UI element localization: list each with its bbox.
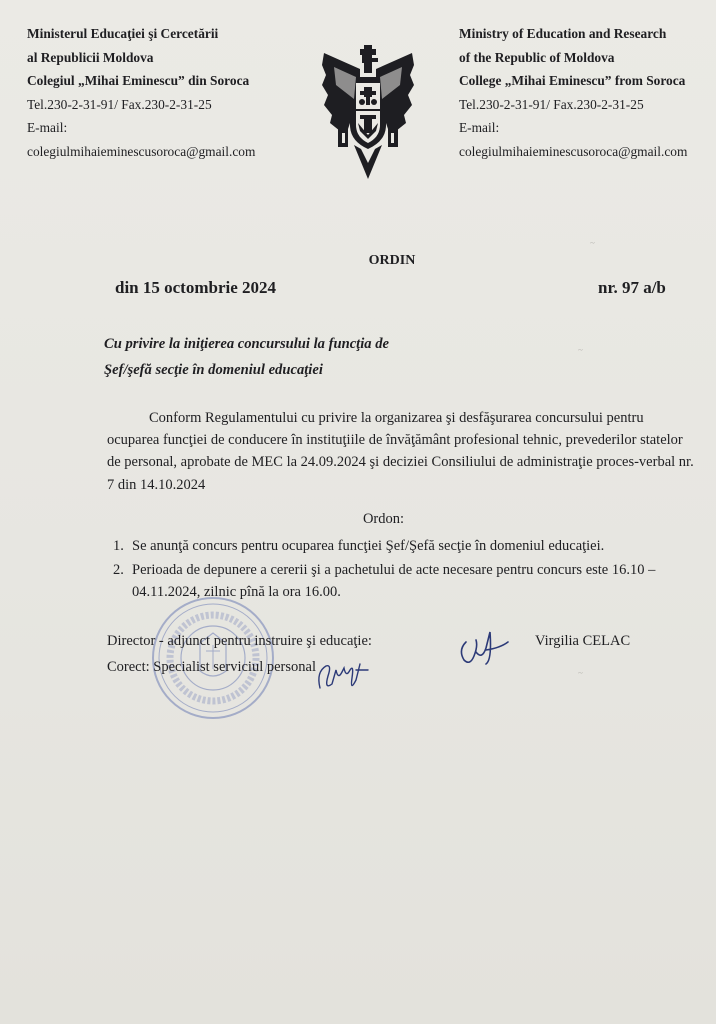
order-subject [104,331,389,383]
email-ro: colegiulmihaieminescusoroca@gmail.com [27,143,256,159]
paper-mark: ~ [590,238,595,248]
moldova-coat-of-arms-icon [320,45,416,180]
phone-en: Tel.230-2-31-91/ Fax.230-2-31-25 [459,96,644,112]
paper-mark: ~ [578,345,583,355]
email-en: colegiulmihaieminescusoroca@gmail.com [459,143,688,159]
specialist-signature-icon [312,650,382,698]
item-number: 2. [113,561,124,578]
ordon-label: Ordon: [362,511,405,527]
order-number: nr. 97 a/b [598,278,666,297]
ministry-name-ro: Ministerul Educaţiei şi Cercetării [27,26,219,41]
ministry-name-en: Ministry of Education and Research [459,26,667,41]
item-text: Se anunţă concurs pentru ocuparea funcţiei Şef/Şefă secţie în domeniul educaţiei. [132,538,605,554]
subject-line-2: Şef/şefă secţie în domeniul educaţiei [104,362,323,378]
order-body [107,407,697,496]
director-signature-icon [456,620,526,670]
corect-label: Corect: Specialist serviciul personal [107,659,316,675]
director-name: Virgilia CELAC [535,633,631,649]
director-role: Director - adjunct pentru instruire şi educaţie: [107,633,372,649]
email-label-en: E-mail: [459,120,500,135]
header-right [459,22,687,163]
item-text: Perioada de depunere a cererii şi a pachetului de acte necesare pentru concurs este 16.10 – 04.11.2024, zilnic pînă la ora 16.00. [132,561,656,600]
header-left [27,22,255,163]
email-label-ro: E-mail: [27,120,68,135]
document-title: ORDIN [368,253,416,268]
order-date: din 15 octombrie 2024 [115,278,277,297]
body-paragraph: Conform Regulamentului cu privire la organizarea şi desfăşurarea concursului pentru ocuparea funcţiei de conducere în instituţiile de învăţământ profesional tehnic, prevederilor statelor de personal, aprobate de MEC la 24.09.2024 şi deciziei Consiliului de administraţie proces-verbal nr. 7 din 14.10.2024 [107,410,694,493]
official-stamp-icon [148,593,278,723]
college-name-en: College „Mihai Eminescu” from Soroca [459,73,686,88]
republic-name-ro: al Republicii Moldova [27,49,154,65]
subject-line-1: Cu privire la iniţierea concursului la funcţia de [104,336,390,352]
republic-name-en: of the Republic of Moldova [459,49,615,65]
phone-ro: Tel.230-2-31-91/ Fax.230-2-31-25 [27,96,212,112]
item-number: 1. [113,538,124,554]
college-name-ro: Colegiul „Mihai Eminescu” din Soroca [27,73,250,88]
paper-mark: ~ [578,668,583,678]
list-item [105,535,695,558]
